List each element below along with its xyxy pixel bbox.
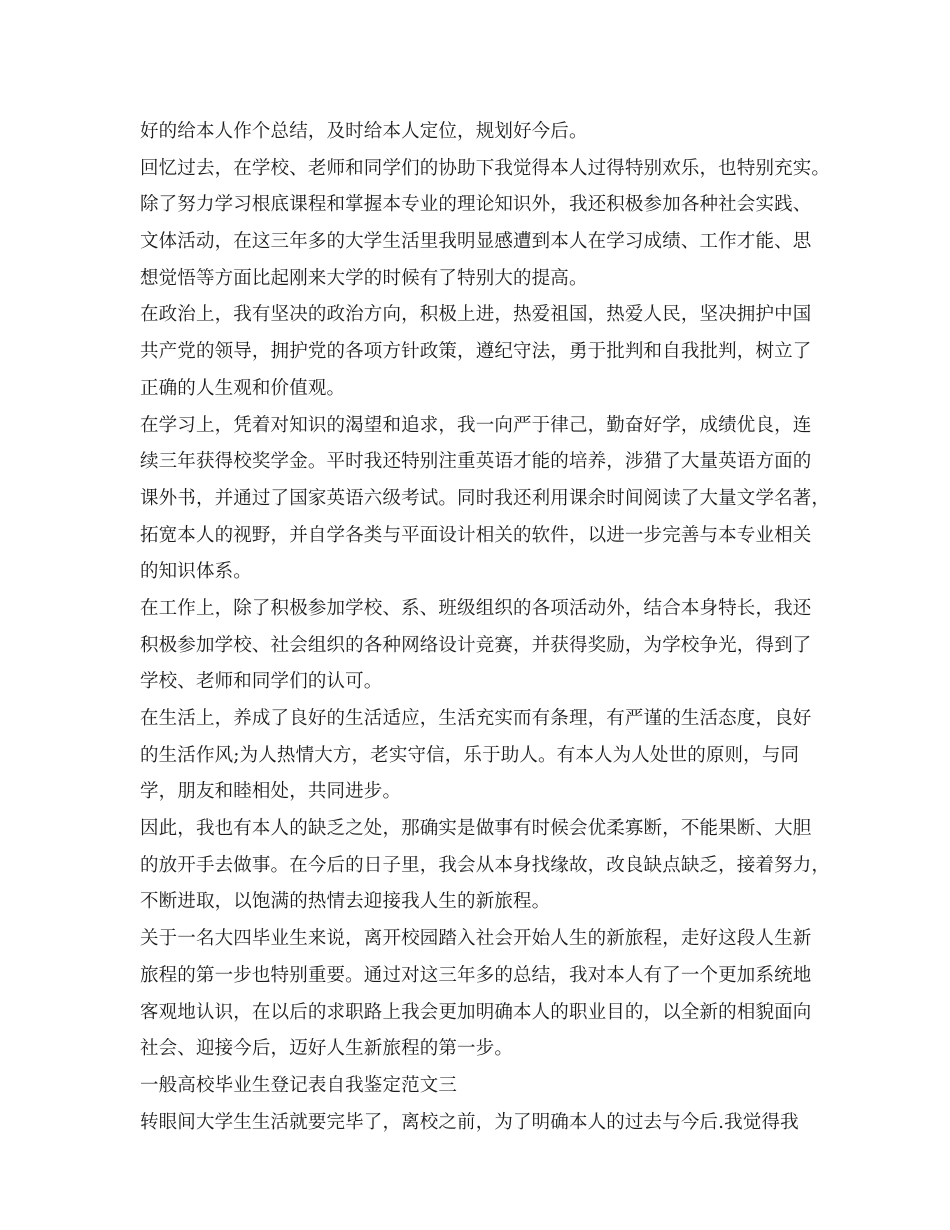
text-line: 拓宽本人的视野，并自学各类与平面设计相关的软件，以进一步完善与本专业相关 — [140, 524, 812, 546]
text-line: 因此，我也有本人的缺乏之处，那确实是做事有时候会优柔寡断，不能果断、大胆 — [140, 818, 812, 840]
text-line: 关于一名大四毕业生来说，离开校园踏入社会开始人生的新旅程，走好这段人生新 — [140, 928, 812, 950]
text-line: 想觉悟等方面比起刚来大学的时候有了特别大的提高。 — [140, 267, 588, 289]
text-line: 回忆过去，在学校、老师和同学们的协助下我觉得本人过得特别欢乐，也特别充实。 — [140, 157, 831, 179]
text-line: 社会、迎接今后，迈好人生新旅程的第一步。 — [140, 1038, 514, 1060]
text-line: 除了努力学习根底课程和掌握本专业的理论知识外，我还积极参加各种社会实践、 — [140, 194, 812, 216]
text-line: 好的给本人作个总结，及时给本人定位，规划好今后。 — [140, 121, 588, 142]
text-line: 积极参加学校、社会组织的各种网络设计竞赛，并获得奖励，为学校争光，得到了 — [140, 634, 812, 656]
text-line: 在工作上，除了积极参加学校、系、班级组织的各项活动外，结合本身特长，我还 — [140, 597, 812, 619]
text-line: 在政治上，我有坚决的政治方向，积极上进，热爱祖国，热爱人民，坚决拥护中国 — [140, 304, 812, 326]
text-line: 的放开手去做事。在今后的日子里，我会从本身找缘故，改良缺点缺乏，接着努力， — [140, 854, 831, 876]
text-line: 在生活上，养成了良好的生活适应，生活充实而有条理，有严谨的生活态度，良好 — [140, 708, 812, 729]
text-line: 学校、老师和同学们的认可。 — [140, 671, 383, 693]
text-line: 续三年获得校奖学金。平时我还特别注重英语才能的培养，涉猎了大量英语方面的 — [140, 451, 812, 473]
text-line: 旅程的第一步也特别重要。通过对这三年多的总结，我对本人有了一个更加系统地 — [140, 964, 812, 986]
text-line: 在学习上，凭着对知识的渴望和追求，我一向严于律己，勤奋好学，成绩优良，连 — [140, 414, 812, 436]
text-line: 转眼间大学生生活就要完毕了，离校之前，为了明确本人的过去与今后.我觉得我 — [140, 1111, 799, 1133]
text-line: 课外书，并通过了国家英语六级考试。同时我还利用课余时间阅读了大量文学名著， — [140, 487, 831, 509]
text-line: 的知识体系。 — [140, 561, 252, 583]
document-body — [140, 114, 840, 1141]
text-line: 共产党的领导，拥护党的各项方针政策，遵纪守法，勇于批判和自我批判，树立了 — [140, 341, 812, 363]
text-line: 不断进取，以饱满的热情去迎接我人生的新旅程。 — [140, 891, 551, 913]
text-line: 正确的人生观和价值观。 — [140, 377, 346, 399]
text-line: 的生活作风;为人热情大方，老实守信，乐于助人。有本人为人处世的原则，与同 — [140, 744, 800, 766]
text-line: 文体活动，在这三年多的大学生活里我明显感遭到本人在学习成绩、工作才能、思 — [140, 231, 812, 253]
text-line: 客观地认识，在以后的求职路上我会更加明确本人的职业目的，以全新的相貌面向 — [140, 1001, 812, 1023]
section-heading: 一般高校毕业生登记表自我鉴定范文三 — [140, 1074, 458, 1096]
text-line: 学，朋友和睦相处，共同进步。 — [140, 781, 402, 803]
